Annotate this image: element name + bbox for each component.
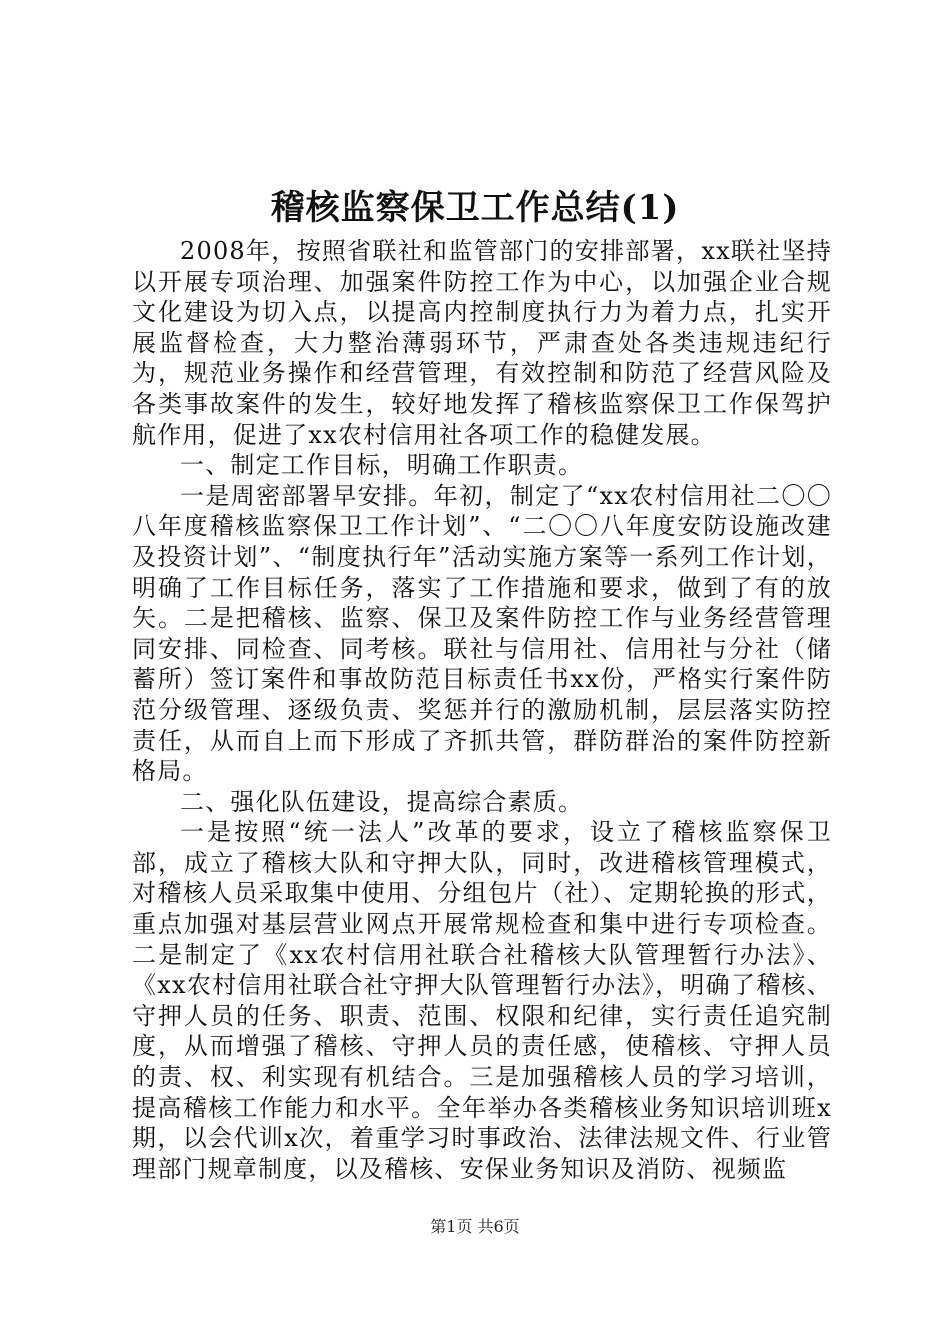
page-number-footer: 第1页 共6页 [430, 1217, 520, 1236]
section-heading-2: 二、强化队伍建设，提高综合素质。 [180, 787, 584, 816]
document-title: 稽核监察保卫工作总结(1) [270, 188, 680, 228]
paragraph-intro: 2008年，按照省联社和监管部门的安排部署，xx联社坚持以开展专项治理、加强案件防控工作为中心，以加强企业合规文化建设为切入点，以提高内控制度执行力为着力点，扎实开展监督检查，大力整治薄弱环节，严肃查处各类违规违纪行为，规范业务操作和经营管理，有效控制和防范了经营风险及各类事故案件的发生，较好地发挥了稽核监察保卫工作保驾护航作用，促进了xx农村信用社各项工作的稳健发展。 [132, 237, 832, 449]
document-body [132, 236, 832, 1184]
paragraph-section-1: 一是周密部署早安排。年初，制定了“xx农村信用社二〇〇八年度稽核监察保卫工作计划”、“二〇〇八年度安防设施改建及投资计划”、“制度执行年”活动实施方案等一系列工作计划，明确了工作目标任务，落实了工作措施和要求，做到了有的放矢。二是把稽核、监察、保卫及案件防控工作与业务经营管理同安排、同检查、同考核。联社与信用社、信用社与分社（储蓄所）签订案件和事故防范目标责任书xx份，严格实行案件防范分级管理、逐级负责、奖惩并行的激励机制，层层落实防控责任，从而自上而下形成了齐抓共管，群防群治的案件防控新格局。 [132, 481, 832, 786]
paragraph-section-2: 一是按照“统一法人”改革的要求，设立了稽核监察保卫部，成立了稽核大队和守押大队，同时，改进稽核管理模式，对稽核人员采取集中使用、分组包片（社）、定期轮换的形式，重点加强对基层营业网点开展常规检查和集中进行专项检查。二是制定了《xx农村信用社联合社稽核大队管理暂行办法》、《xx农村信用社联合社守押大队管理暂行办法》，明确了稽核、守押人员的任务、职责、范围、权限和纪律，实行责任追究制度，从而增强了稽核、守押人员的责任感，使稽核、守押人员的责、权、利实现有机结合。三是加强稽核人员的学习培训，提高稽核工作能力和水平。全年举办各类稽核业务知识培训班x期，以会代训x次，着重学习时事政治、法律法规文件、行业管理部门规章制度，以及稽核、安保业务知识及消防、视频监 [132, 818, 832, 1183]
section-heading-1: 一、制定工作目标，明确工作职责。 [180, 451, 584, 480]
